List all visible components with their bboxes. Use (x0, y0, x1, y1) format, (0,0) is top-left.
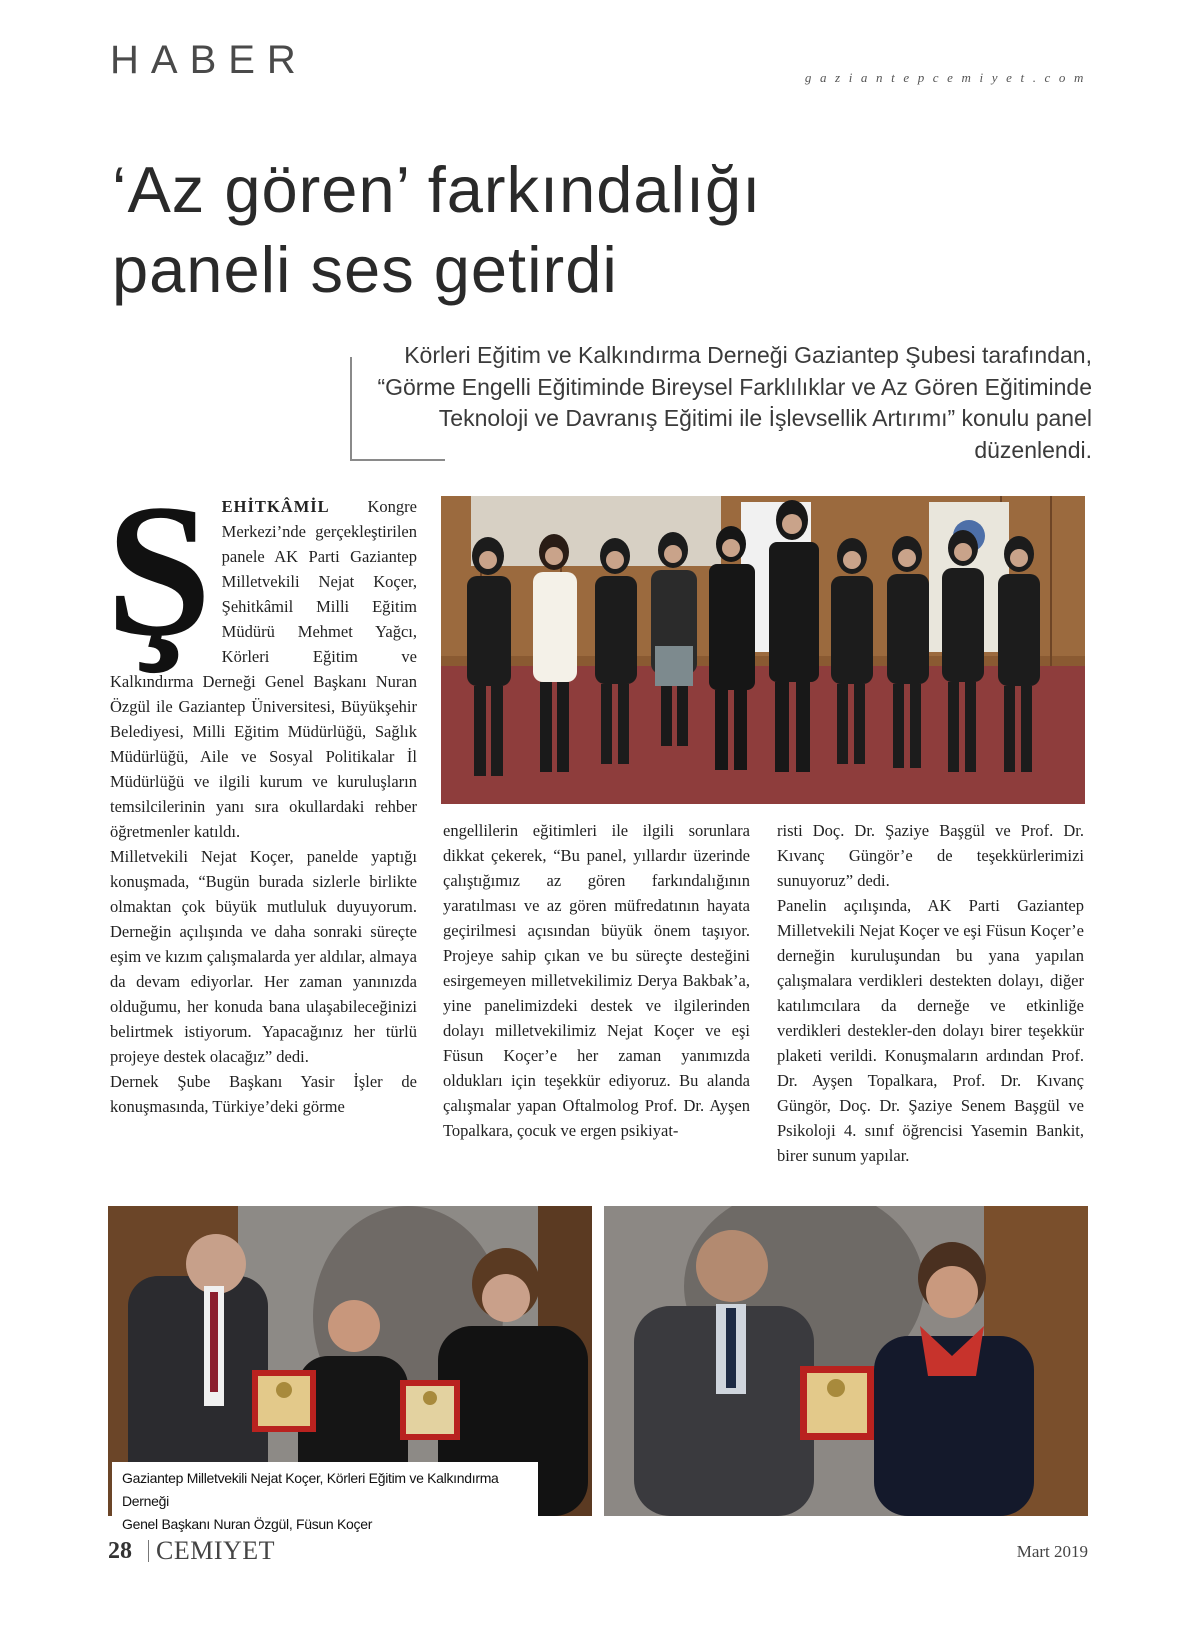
article-column-2 (443, 818, 750, 1143)
footer-separator (148, 1540, 149, 1562)
lead-rule-vertical (350, 357, 352, 459)
page-number: 28 (108, 1538, 132, 1564)
lead-word: EHİTKÂMİL (221, 497, 330, 516)
article-paragraph: Dernek Şube Başkanı Yasir İşler de konuşmasında, Türkiye’deki görme (110, 1072, 417, 1116)
group-photo-illustration (441, 496, 1085, 804)
plaque-photo-right-illustration (604, 1206, 1088, 1516)
headline-line-1: ‘Az gören’ farkındalığı (112, 153, 762, 226)
article-paragraph: Milletvekili Nejat Koçer, panelde yaptığı konuşmada, “Bugün burada sizlerle birlikte olmaktan çok büyük mutluluk duyuyorum. Derneğin açılışında ve daha sonraki süreçte eşim ve kızım çalışmalarda yer aldılar, almaya da devam ediyorlar. Her zaman yanınızda olduğumu, her konuda bana ulaşabileceğinizi belirtmek istiyorum. Yapacağınız her türlü projeye destek olacağız” dedi. (110, 847, 417, 1066)
caption-line-1: Gaziantep Milletvekili Nejat Koçer, Körleri Eğitim ve Kalkındırma Derneği (122, 1470, 499, 1509)
photo-caption (112, 1462, 538, 1541)
headline-line-2: paneli ses getirdi (112, 233, 618, 306)
paragraph-text: Kongre Merkezi’nde gerçekleştirilen panele AK Parti Gaziantep Milletvekili Nejat Koçer, Şehitkâmil Milli Eğitim Müdürü Mehmet Yağcı, Körleri Eğitim ve Kalkındırma Derneği Genel Başkanı Nuran Özgül ile Gaziantep Üniversitesi, Büyükşehir Belediyesi, Milli Eğitim Müdürlüğü, Sağlık Müdürlüğü, Aile ve Sosyal Politikalar İl Müdürlüğü ve ilgili kurum ve kuruluşların temsilcilerinin yanı sıra okullardaki rehber öğretmenler katıldı. (110, 497, 417, 841)
article-column-1 (106, 466, 417, 1119)
plaque-photo-right (604, 1206, 1088, 1516)
section-label: HABER (110, 38, 308, 82)
magazine-name: CEMIYET (156, 1536, 276, 1565)
article-lead: Körleri Eğitim ve Kalkındırma Derneği Gaziantep Şubesi tarafından, “Görme Engelli Eğitiminde Bireysel Farklılıklar ve Az Gören Eğitiminde Teknoloji ve Davranış Eğitimi ile İşlevsellik Artırımı” konulu panel düzenlendi. (377, 342, 1092, 463)
article-column-3 (777, 818, 1084, 1168)
article-headline (112, 150, 1012, 310)
article-paragraph: risti Doç. Dr. Şaziye Başgül ve Prof. Dr. Kıvanç Güngör’e de teşekkürlerimizi sunuyoruz” dedi. (777, 821, 1084, 890)
site-url[interactable]: gaziantepcemiyet.com (804, 70, 1092, 85)
group-photo (441, 496, 1085, 804)
caption-line-2: Genel Başkanı Nuran Özgül, Füsun Koçer (122, 1516, 373, 1532)
article-paragraph: Panelin açılışında, AK Parti Gaziantep Milletvekili Nejat Koçer ve eşi Füsun Koçer’e derneğin kuruluşundan bu yana yapılan çalışmalara verdikleri destekten dolayı, diğer katılımcılara da derneğe ve etkinliğe verdikleri destekler-den dolayı birer teşekkür plaketi verildi. Konuşmaların ardından Prof. Dr. Ayşen Topalkara, Prof. Dr. Kıvanç Güngör, Doç. Dr. Şaziye Senem Başgül ve Psikoloji 4. sınıf öğrencisi Yasemin Bankit, birer sunum yapılar. (777, 896, 1084, 1165)
drop-cap: Ş (106, 466, 212, 676)
issue-date: Mart 2019 (1016, 1542, 1088, 1561)
article-paragraph: engellilerin eğitimleri ile ilgili sorunlara dikkat çekerek, “Bu panel, yıllardır üzerinde çalıştığımız az gören farkındalığının yaratılması ve az gören müfredatının hayata geçirilmesi açısından büyük önem taşıyor. Projeye sahip çıkan ve bu süreçte desteğini esirgemeyen milletvekilimiz Derya Bakbak’a, yine panelimizdeki destek ve ilgilerinden dolayı milletvekilimiz Nejat Koçer ve eşi Füsun Koçer’e her zaman yanımızda oldukları için teşekkür ediyoruz. Bu alanda çalışmalar yapan Oftalmolog Prof. Dr. Ayşen Topalkara, çocuk ve ergen psikiyat- (443, 821, 750, 1140)
